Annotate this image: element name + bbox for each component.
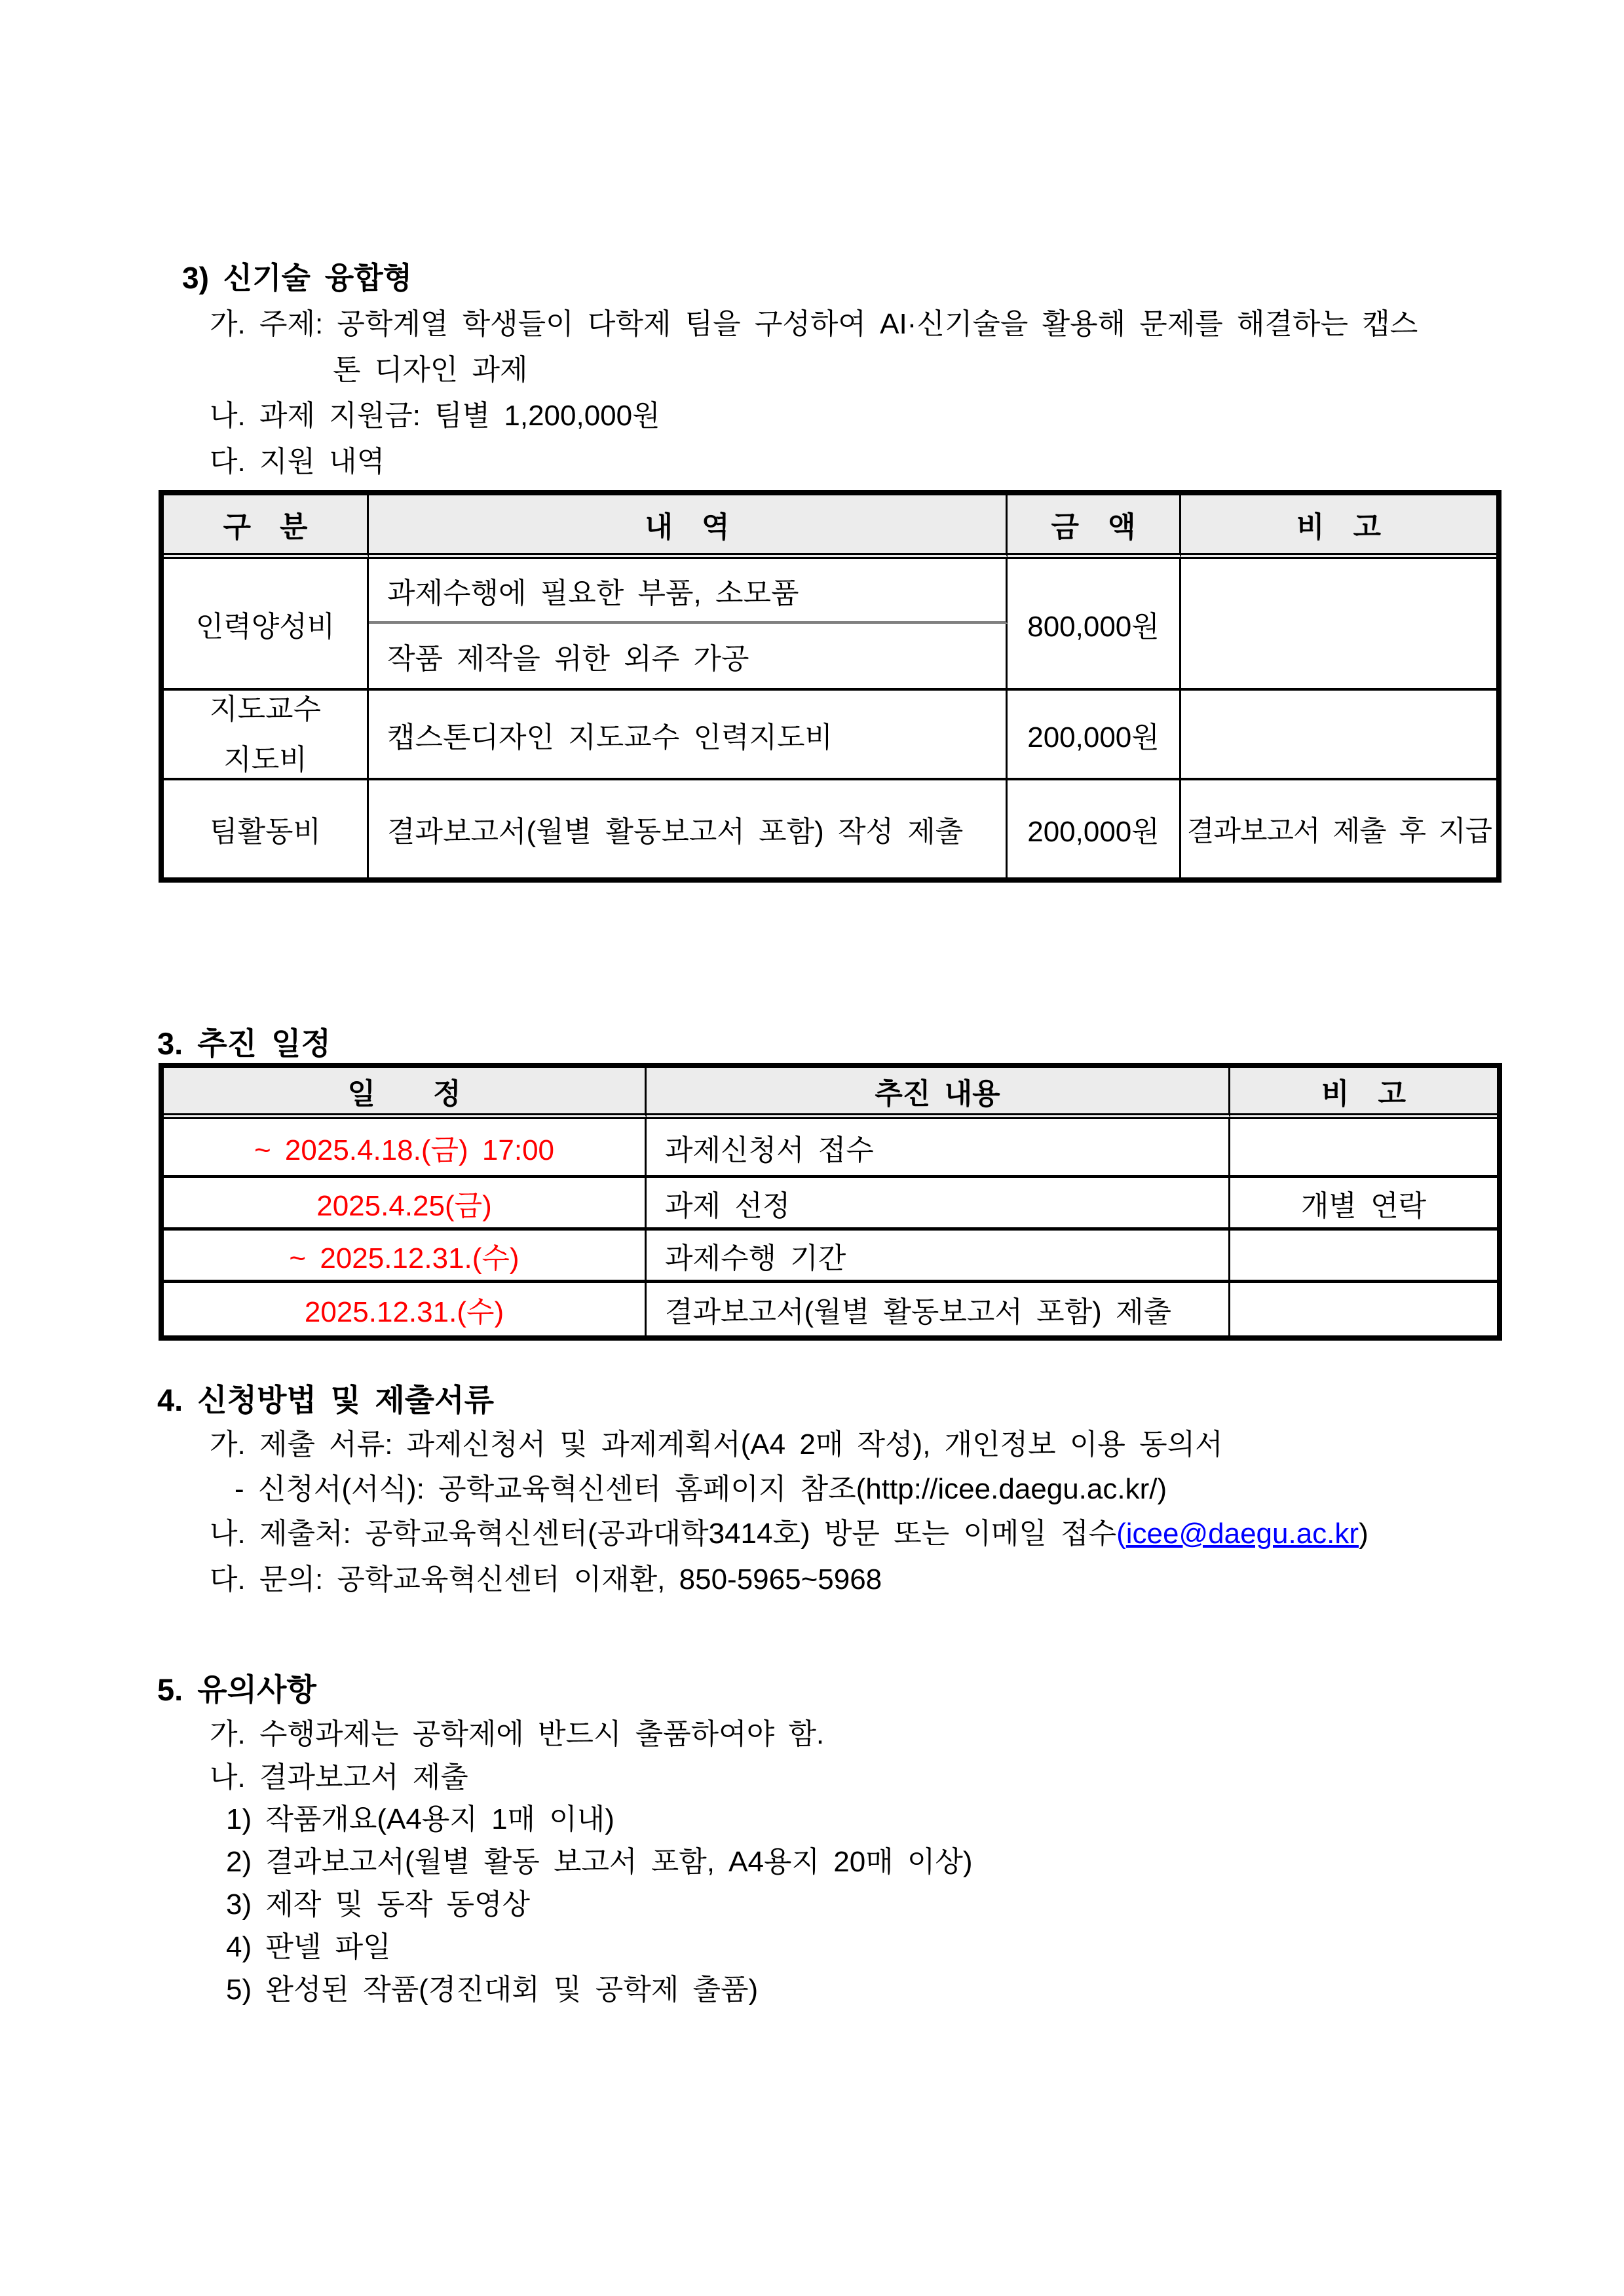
support-header-amount: 금 액 — [1008, 495, 1181, 559]
schedule-row-content: 과제수행 기간 — [647, 1231, 1230, 1283]
schedule-row-note — [1230, 1283, 1497, 1335]
notes-section-heading: 5. 유의사항 — [157, 1672, 316, 1707]
schedule-row-date: ~ 2025.4.18.(금) 17:00 — [164, 1119, 647, 1178]
advisor-category-line1: 지도교수 — [209, 693, 321, 725]
schedule-row-content: 결과보고서(월별 활동보고서 포함) 제출 — [647, 1283, 1230, 1335]
newtech-support-label: 다. 지원 내역 — [210, 446, 385, 478]
apply-form-line: - 신청서(서식): 공학교육혁신센터 홈페이지 참조(http://icee.daegu.ac.kr/) — [235, 1473, 1167, 1505]
schedule-section-heading: 3. 추진 일정 — [157, 1026, 331, 1061]
schedule-row-note — [1230, 1119, 1497, 1178]
apply-documents-line: 가. 제출 서류: 과제신청서 및 과제계획서(A4 2매 작성), 개인정보 이용 동의서 — [210, 1428, 1223, 1461]
email-link[interactable]: icee@daegu.ac.kr — [1125, 1518, 1359, 1550]
schedule-row-content: 과제신청서 접수 — [647, 1119, 1230, 1178]
support-row-team-category: 팀활동비 — [164, 780, 369, 877]
newtech-topic-line1: 가. 주제: 공학계열 학생들이 다학제 팀을 구성하여 AI·신기술을 활용해 문제를 해결하는 캡스 — [210, 308, 1418, 340]
apply-submit-text: 나. 제출처: 공학교육혁신센터(공과대학3414호) 방문 또는 이메일 접수 — [210, 1518, 1117, 1550]
schedule-header-note: 비 고 — [1230, 1068, 1497, 1119]
support-row-manpower-detail1: 과제수행에 필요한 부품, 소모품 — [369, 559, 1008, 624]
support-header-detail: 내 역 — [369, 495, 1008, 559]
support-header-category: 구 분 — [164, 495, 369, 559]
support-row-team-amount: 200,000원 — [1008, 780, 1181, 877]
notes-list-item: 5) 완성된 작품(경진대회 및 공학제 출품) — [226, 1974, 759, 2006]
email-paren-open: ( — [1116, 1518, 1126, 1550]
notes-list-item: 4) 판넬 파일 — [226, 1931, 391, 1963]
support-row-advisor-amount: 200,000원 — [1008, 691, 1181, 780]
notes-list-item: 3) 제작 및 동작 동영상 — [226, 1888, 531, 1921]
newtech-section-heading: 3) 신기술 융합형 — [182, 261, 413, 295]
schedule-row-date: 2025.4.25(금) — [164, 1178, 647, 1231]
notes-exhibit-line: 가. 수행과제는 공학제에 반드시 출품하여야 함. — [210, 1718, 825, 1750]
email-paren-close: ) — [1359, 1518, 1369, 1550]
newtech-grant-line: 나. 과제 지원금: 팀별 1,200,000원 — [210, 400, 660, 432]
support-row-team-note: 결과보고서 제출 후 지급 — [1181, 780, 1496, 877]
schedule-header-date: 일 정 — [164, 1068, 647, 1119]
support-table — [159, 490, 1501, 883]
schedule-row-note — [1230, 1231, 1497, 1283]
schedule-row-date: 2025.12.31.(수) — [164, 1283, 647, 1335]
notes-report-line: 나. 결과보고서 제출 — [210, 1761, 468, 1793]
notes-list-item: 1) 작품개요(A4용지 1매 이내) — [226, 1803, 614, 1835]
support-row-team-detail: 결과보고서(월별 활동보고서 포함) 작성 제출 — [369, 780, 1008, 877]
schedule-row-content: 과제 선정 — [647, 1178, 1230, 1231]
advisor-category-line2: 지도비 — [223, 743, 307, 776]
schedule-header-content: 추진 내용 — [647, 1068, 1230, 1119]
support-header-note: 비 고 — [1181, 495, 1496, 559]
support-row-advisor-detail: 캡스톤디자인 지도교수 인력지도비 — [369, 691, 1008, 780]
support-row-manpower-detail2: 작품 제작을 위한 외주 가공 — [369, 624, 1008, 691]
support-row-advisor-note — [1181, 691, 1496, 780]
support-row-manpower-note — [1181, 559, 1496, 691]
apply-contact-line: 다. 문의: 공학교육혁신센터 이재환, 850-5965~5968 — [210, 1563, 882, 1596]
support-row-advisor-category — [164, 691, 369, 780]
support-row-manpower-category: 인력양성비 — [164, 559, 369, 691]
apply-submit-line — [210, 1518, 1369, 1551]
schedule-row-date: ~ 2025.12.31.(수) — [164, 1231, 647, 1283]
schedule-table — [159, 1063, 1502, 1341]
support-row-manpower-amount: 800,000원 — [1008, 559, 1181, 691]
apply-section-heading: 4. 신청방법 및 제출서류 — [157, 1383, 494, 1417]
notes-list-item: 2) 결과보고서(월별 활동 보고서 포함, A4용지 20매 이상) — [226, 1846, 973, 1878]
newtech-topic-line2: 톤 디자인 과제 — [333, 354, 528, 386]
schedule-row-note: 개별 연락 — [1230, 1178, 1497, 1231]
